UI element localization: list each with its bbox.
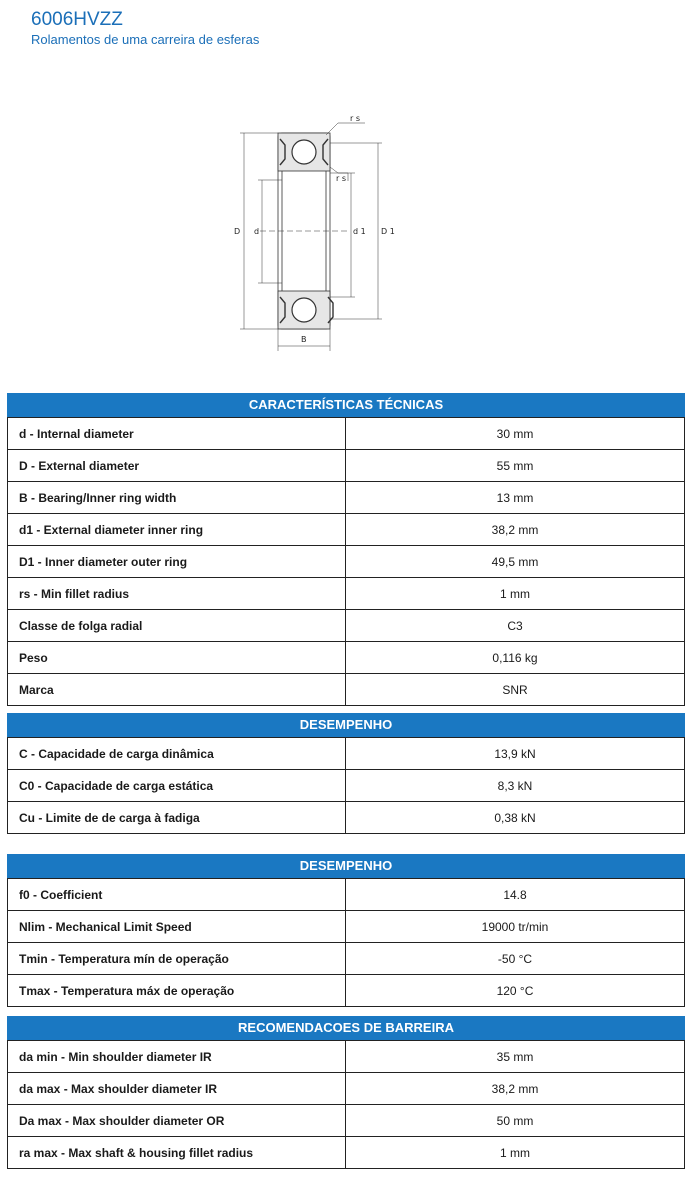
D1-label: D 1 [381,227,395,236]
performance-section-1 [7,713,685,834]
row-label: Tmin - Temperatura mín de operação [8,943,346,974]
table-row [8,641,684,673]
row-label: ra max - Max shaft & housing fillet radius [8,1137,346,1168]
table-row [8,673,684,705]
table-row [8,878,684,910]
row-value: 19000 tr/min [481,919,549,934]
table-row [8,910,684,942]
row-label: D1 - Inner diameter outer ring [8,546,346,577]
row-label: Da max - Max shoulder diameter OR [8,1105,346,1136]
row-label: da min - Min shoulder diameter IR [8,1041,346,1072]
row-label: C - Capacidade de carga dinâmica [8,738,346,769]
rs-top-label: r s [350,114,360,123]
performance-section-2 [7,854,685,1007]
row-label: f0 - Coefficient [8,879,346,910]
table-row [8,1040,684,1072]
top-ball [292,140,316,164]
D-label: D [234,227,241,236]
barrier-recommendations-section [7,1016,685,1169]
row-label: C0 - Capacidade de carga estática [8,770,346,801]
row-value: 13 mm [496,490,534,505]
table-row [8,1104,684,1136]
section-header: DESEMPENHO [7,854,685,878]
row-label: Nlim - Mechanical Limit Speed [8,911,346,942]
bottom-ball [292,298,316,322]
row-label: Classe de folga radial [8,610,346,641]
table-row [8,609,684,641]
row-value: 0,38 kN [494,810,536,825]
row-value: 1 mm [500,586,530,601]
row-value: 49,5 mm [491,554,539,569]
row-value: 1 mm [500,1145,530,1160]
table-row [8,1072,684,1104]
table-row [8,577,684,609]
section-header: CARACTERÍSTICAS TÉCNICAS [7,393,685,417]
row-label: Marca [8,674,346,705]
table-row [8,801,684,833]
d1-label: d 1 [353,227,366,236]
row-label: d1 - External diameter inner ring [8,514,346,545]
row-label: Cu - Limite de de carga à fadiga [8,802,346,833]
table-row [8,942,684,974]
rs-mid-label: r s [336,174,346,183]
table-row [8,513,684,545]
table-row [8,417,684,449]
row-value: 0,116 kg [492,650,538,665]
row-value: 50 mm [496,1113,534,1128]
table-row [8,481,684,513]
row-label: B - Bearing/Inner ring width [8,482,346,513]
section-header: RECOMENDACOES DE BARREIRA [7,1016,685,1040]
section-header: DESEMPENHO [7,713,685,737]
table-row [8,545,684,577]
row-label: d - Internal diameter [8,418,346,449]
row-value: 8,3 kN [497,778,533,793]
row-value: 38,2 mm [491,522,539,537]
d-label: d [254,227,260,236]
table-row [8,769,684,801]
table-row [8,974,684,1006]
row-label: D - External diameter [8,450,346,481]
row-value: 13,9 kN [494,746,536,761]
row-value: C3 [507,618,523,633]
row-value: 120 °C [496,983,534,998]
product-subtitle: Rolamentos de uma carreira de esferas [31,32,260,47]
bearing-drawing [220,105,420,355]
product-title: 6006HVZZ [31,9,123,30]
table-row [8,449,684,481]
row-label: Peso [8,642,346,673]
row-label: rs - Min fillet radius [8,578,346,609]
row-value: 38,2 mm [491,1081,539,1096]
row-label: da max - Max shoulder diameter IR [8,1073,346,1104]
row-value: SNR [502,682,528,697]
row-value: 30 mm [496,426,534,441]
row-value: -50 °C [497,951,533,966]
table-row [8,737,684,769]
row-value: 14.8 [503,887,527,902]
B-label: B [301,335,307,344]
row-label: Tmax - Temperatura máx de operação [8,975,346,1006]
row-value: 55 mm [496,458,534,473]
table-row [8,1136,684,1168]
tech-characteristics-section [7,393,685,706]
row-value: 35 mm [496,1049,534,1064]
